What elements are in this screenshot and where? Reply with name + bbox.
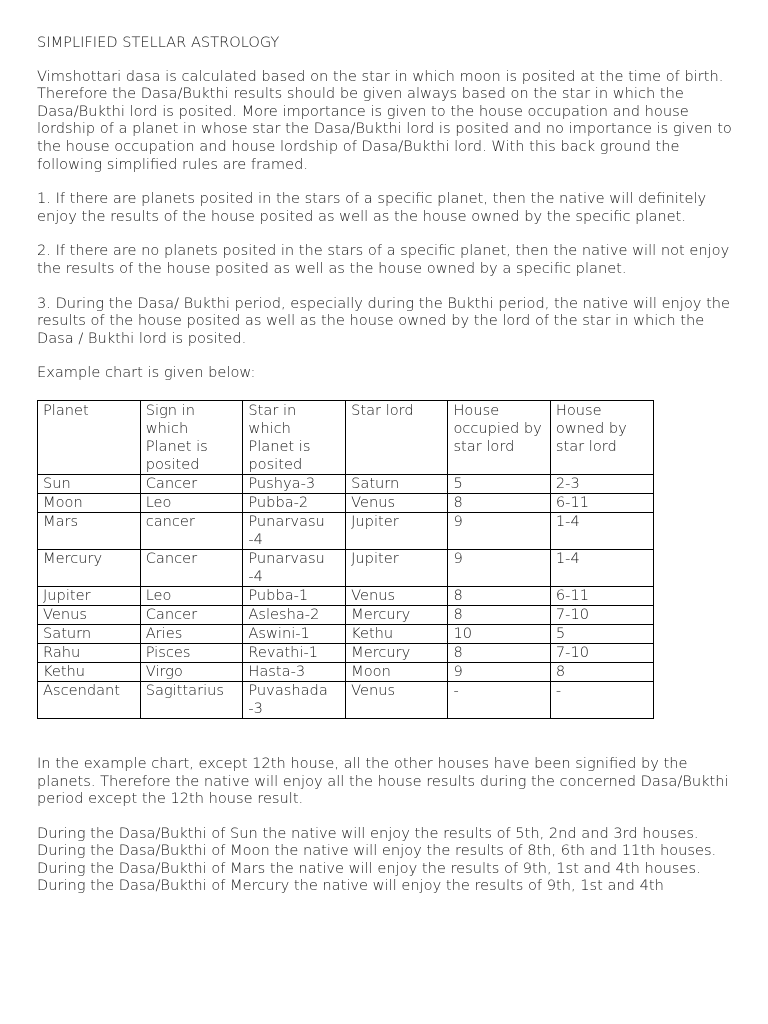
table-cell: - (448, 681, 550, 718)
table-cell: Sagittarius (140, 681, 243, 718)
table-cell: 8 (550, 662, 653, 681)
dasa-result-mercury: During the Dasa/Bukthi of Mercury the native will enjoy the results of 9th, 1st and 4th (37, 877, 664, 895)
document-title: SIMPLIFIED STELLAR ASTROLOGY (37, 34, 280, 51)
dasa-result-sun: During the Dasa/Bukthi of Sun the native will enjoy the results of 5th, 2nd and 3rd houses. (37, 824, 699, 842)
table-row (38, 549, 654, 586)
document-page (37, 34, 737, 912)
intro-paragraph: Vimshottari dasa is calculated based on the star in which moon is posited at the time of birth. Therefore the Dasa/Bukthi results should be given always based on the star in which the Dasa/Bukthi lord is posited. More importance is given to the house occupation and house lordship of a planet in whose star the Dasa/Bukthi lord is posited and no importance is given to the house occupation and house lordship of Dasa/Bukthi lord. With this back ground the following simplified rules are framed. (37, 67, 732, 173)
table-cell: 9 (448, 549, 550, 586)
dasa-result-mars: During the Dasa/Bukthi of Mars the native will enjoy the results of 9th, 1st and 4th houses. (37, 859, 701, 877)
rule-2: 2. If there are no planets posited in the stars of a specific planet, then the native will not enjoy the results of the house posited as well as the house owned by a specific planet. (37, 242, 730, 277)
table-cell: Cancer (140, 474, 243, 493)
table-cell: Jupiter (38, 586, 141, 605)
table-cell: - (550, 681, 653, 718)
table-row (38, 586, 654, 605)
table-cell: Mercury (38, 549, 141, 586)
table-cell: Rahu (38, 643, 141, 662)
table-cell: 6-11 (550, 493, 653, 512)
table-cell: Leo (140, 586, 243, 605)
dasa-result-moon: During the Dasa/Bukthi of Moon the native will enjoy the results of 8th, 6th and 11th houses. (37, 842, 717, 860)
table-cell: Aslesha-2 (243, 605, 346, 624)
table-cell: 5 (550, 624, 653, 643)
table-cell: Ascendant (38, 681, 141, 718)
table-cell: cancer (140, 512, 243, 549)
table-cell: Moon (346, 662, 448, 681)
table-row (38, 605, 654, 624)
table-cell: Revathi-1 (243, 643, 346, 662)
rule-1: 1. If there are planets posited in the stars of a specific planet, then the native will definitely enjoy the results of the house posited as well as the house owned by the specific planet. (37, 190, 707, 225)
table-cell: Aries (140, 624, 243, 643)
table-row (38, 474, 654, 493)
table-cell: 10 (448, 624, 550, 643)
table-cell: Venus (38, 605, 141, 624)
table-cell: Mars (38, 512, 141, 549)
header-star-lord: Star lord (346, 400, 448, 474)
example-heading: Example chart is given below: (37, 364, 256, 382)
table-cell: 8 (448, 605, 550, 624)
header-house-owned: House owned by star lord (550, 400, 653, 474)
example-chart-table (37, 400, 654, 719)
table-cell: Aswini-1 (243, 624, 346, 643)
table-cell: Hasta-3 (243, 662, 346, 681)
table-cell: Venus (346, 586, 448, 605)
table-cell: Virgo (140, 662, 243, 681)
table-cell: 1-4 (550, 549, 653, 586)
table-cell: Pubba-1 (243, 586, 346, 605)
header-sign: Sign in which Planet is posited (140, 400, 243, 474)
table-cell: 1-4 (550, 512, 653, 549)
table-cell: Leo (140, 493, 243, 512)
table-row (38, 662, 654, 681)
table-header-row (38, 400, 654, 474)
header-planet: Planet (38, 400, 141, 474)
table-cell: 2-3 (550, 474, 653, 493)
table-cell: Mercury (346, 605, 448, 624)
table-cell: 7-10 (550, 605, 653, 624)
table-cell: 5 (448, 474, 550, 493)
table-cell: Kethu (38, 662, 141, 681)
table-cell: Moon (38, 493, 141, 512)
table-cell: Puvashada -3 (243, 681, 346, 718)
table-cell: 8 (448, 493, 550, 512)
table-row (38, 512, 654, 549)
table-cell: Saturn (346, 474, 448, 493)
table-cell: Jupiter (346, 512, 448, 549)
table-row (38, 493, 654, 512)
table-cell: Venus (346, 681, 448, 718)
table-row (38, 643, 654, 662)
table-cell: Sun (38, 474, 141, 493)
table-cell: Punarvasu -4 (243, 549, 346, 586)
header-star: Star in which Planet is posited (243, 400, 346, 474)
table-cell: 8 (448, 586, 550, 605)
table-cell: 7-10 (550, 643, 653, 662)
table-cell: Venus (346, 493, 448, 512)
table-cell: Saturn (38, 624, 141, 643)
table-cell: Cancer (140, 605, 243, 624)
table-cell: Mercury (346, 643, 448, 662)
rule-3: 3. During the Dasa/ Bukthi period, especially during the Bukthi period, the native will enjoy the results of the house posited as well as the house owned by the lord of the star in which the Dasa / Bukthi lord is posited. (37, 294, 731, 347)
dasa-results-list (37, 825, 737, 895)
header-house-occupied: House occupied by star lord (448, 400, 550, 474)
table-cell: Jupiter (346, 549, 448, 586)
table-body (38, 474, 654, 718)
table-cell: Pisces (140, 643, 243, 662)
table-cell: 9 (448, 662, 550, 681)
table-cell: Cancer (140, 549, 243, 586)
table-cell: Pubba-2 (243, 493, 346, 512)
table-cell: 9 (448, 512, 550, 549)
table-cell: Pushya-3 (243, 474, 346, 493)
table-row (38, 624, 654, 643)
table-row (38, 681, 654, 718)
table-cell: 6-11 (550, 586, 653, 605)
conclusion-paragraph: In the example chart, except 12th house, all the other houses have been signified by the planets. Therefore the native will enjoy all the house results during the concerned Dasa/Bukthi period except the 12th house result. (37, 754, 729, 808)
table-cell: 8 (448, 643, 550, 662)
table-cell: Kethu (346, 624, 448, 643)
table-cell: Punarvasu -4 (243, 512, 346, 549)
